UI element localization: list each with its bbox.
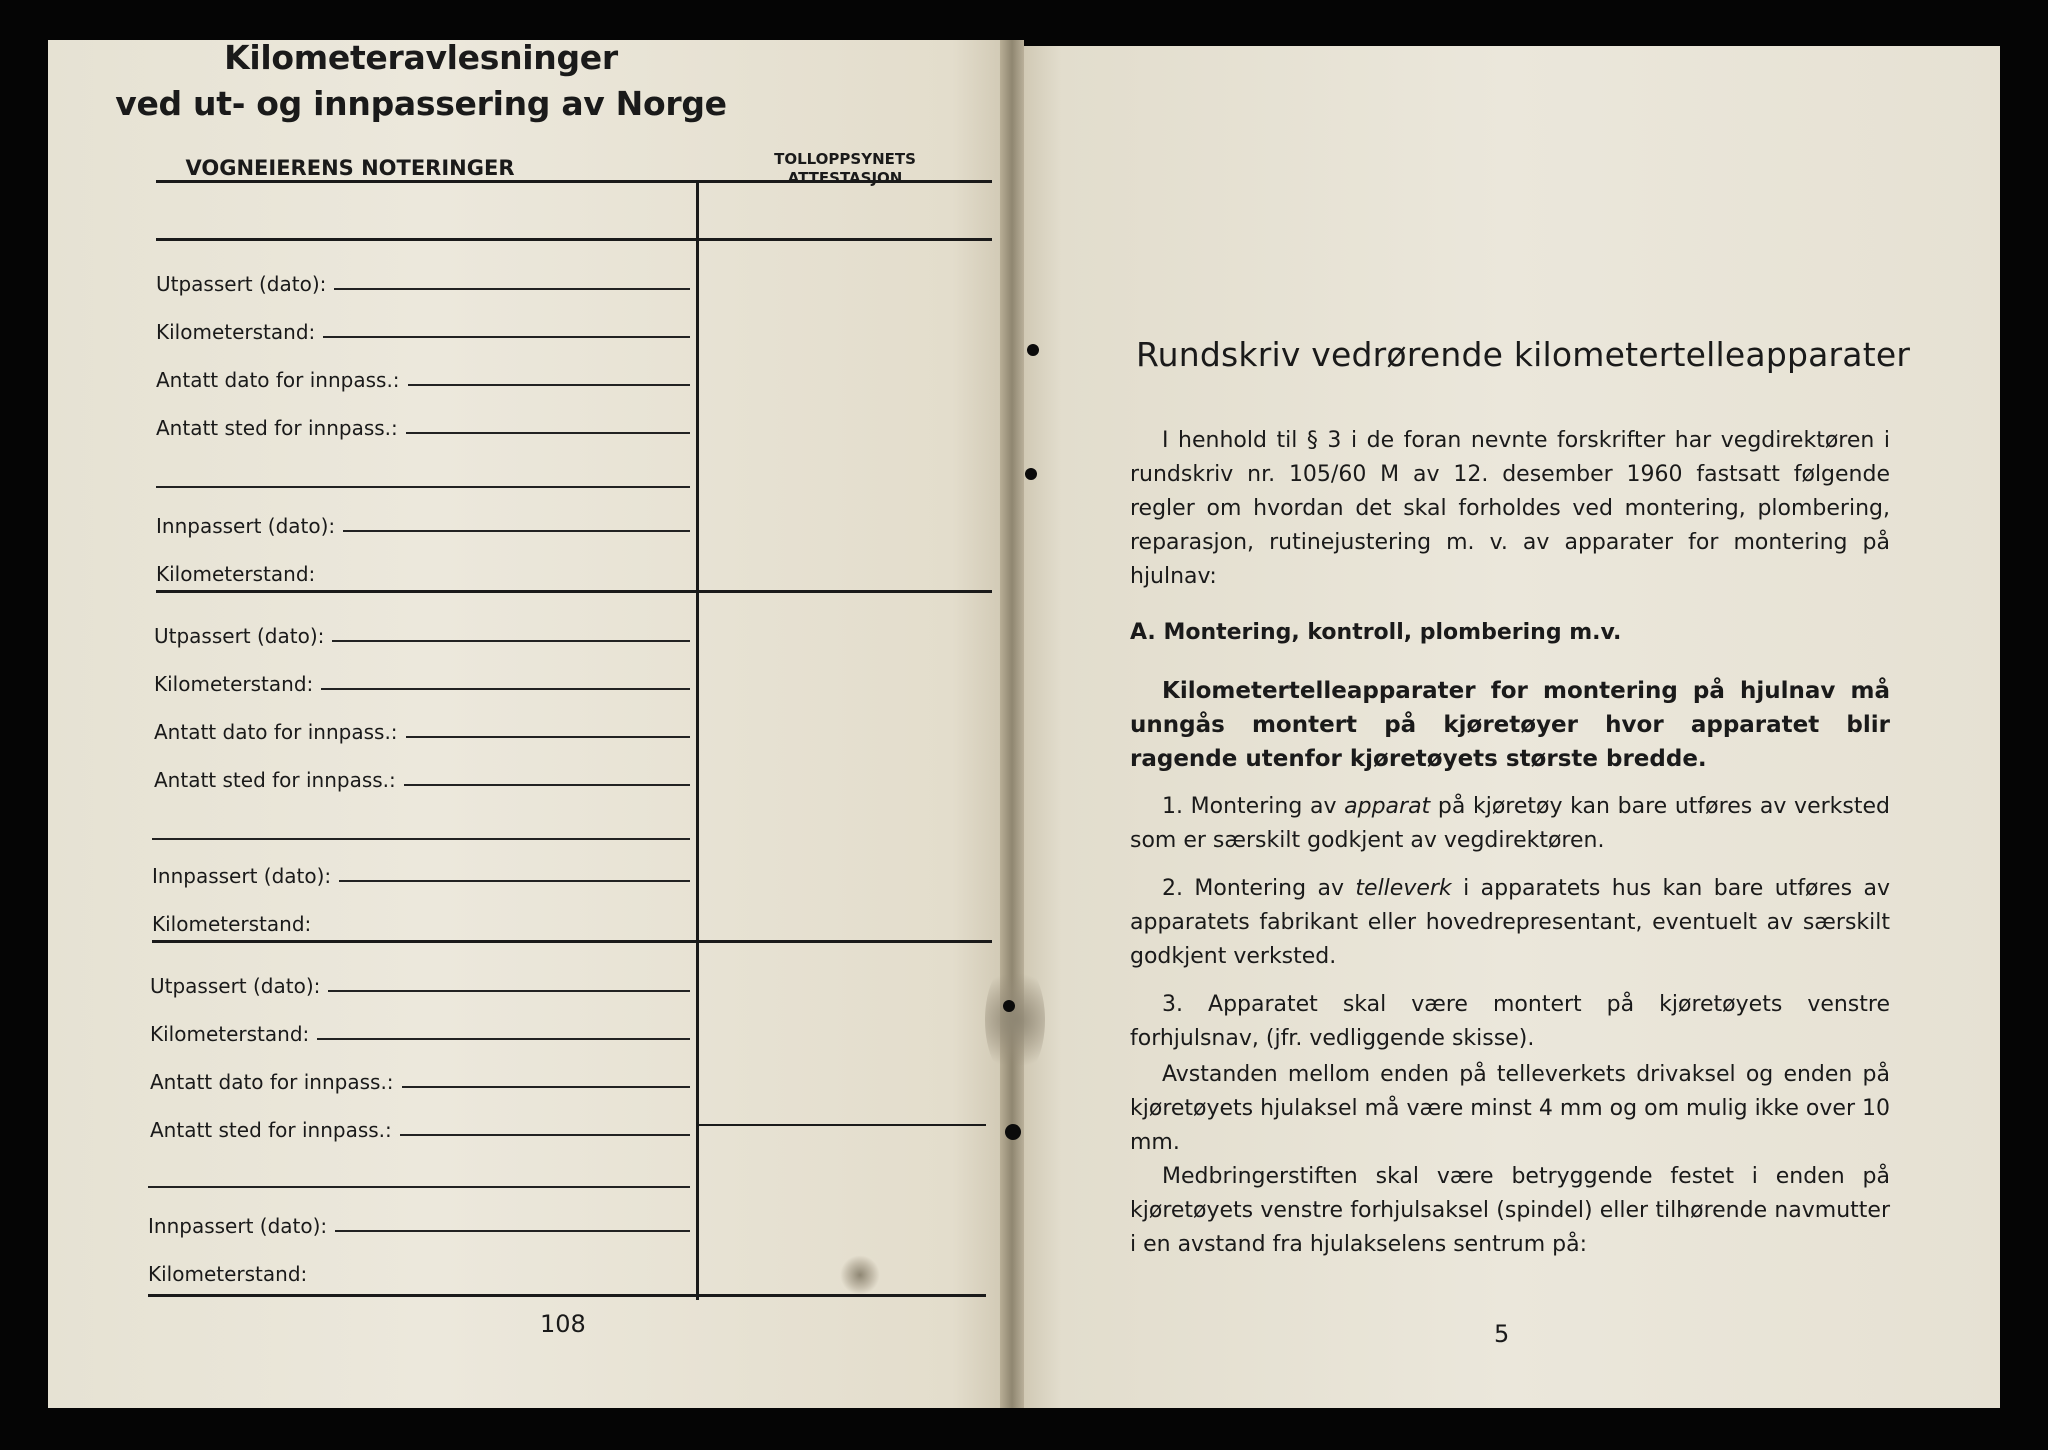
- intro-paragraph: I henhold til § 3 i de foran nevnte forskrifter har vegdirektøren i rundskriv nr. 105/60 M av 12. desember 1960 fastsatt følgende regler om hvordan det skal forholdes ved montering, plombering, reparasjon, rutinejustering m. v. av apparater for montering på hjulnav:: [1130, 428, 1890, 589]
- field-kilometerstand-3a[interactable]: [150, 1022, 690, 1046]
- field-label: Kilometerstand:: [150, 1022, 310, 1046]
- field-line: [406, 432, 690, 434]
- page-number-left: 108: [540, 1310, 586, 1338]
- field-label: Kilometerstand:: [152, 912, 312, 936]
- field-line: [328, 990, 690, 992]
- field-label: Utpassert (dato):: [156, 272, 327, 296]
- book-spine: [1000, 40, 1024, 1408]
- field-antatt-dato-3[interactable]: [150, 1070, 690, 1094]
- stain-mark: [840, 1255, 880, 1295]
- field-line: [343, 530, 690, 532]
- rule-item-3: 3. Apparatet skal være montert på kjøretøyets venstre forhjulsnav, (jfr. vedliggende skisse).: [1130, 992, 1890, 1051]
- field-antatt-sted-3[interactable]: [150, 1118, 690, 1142]
- column-header-vogneier: VOGNEIERENS NOTERINGER: [185, 156, 515, 180]
- field-label: Antatt dato for innpass.:: [154, 720, 398, 744]
- field-line: [339, 880, 690, 882]
- field-label: Innpassert (dato):: [148, 1214, 328, 1238]
- field-label: Antatt dato for innpass.:: [150, 1070, 394, 1094]
- binding-hole: [1003, 1000, 1015, 1012]
- field-label: Innpassert (dato):: [156, 514, 336, 538]
- column-header-tolloppsyn-line1: TOLLOPPSYNETS: [774, 150, 916, 168]
- rule-item-2-italic: telleverk: [1355, 876, 1452, 901]
- rule-item-1-italic: apparat: [1344, 794, 1431, 819]
- rule-item-1-text-b: på kjøretøy kan bare utføres av verksted som er særskilt godkjent av vegdirektøren.: [1130, 794, 1890, 853]
- field-antatt-dato-1[interactable]: [156, 368, 690, 392]
- field-label: Kilometerstand:: [156, 320, 316, 344]
- rule-item-2-text-a: 2. Montering av: [1162, 876, 1356, 901]
- field-innpassert-2[interactable]: [152, 864, 690, 888]
- field-line: [408, 384, 690, 386]
- rule-item-2: [1130, 872, 1890, 974]
- field-line: [402, 1086, 690, 1088]
- field-kilometerstand-3b[interactable]: [148, 1262, 690, 1286]
- field-label: Utpassert (dato):: [150, 974, 321, 998]
- rule-item-1: [1130, 790, 1890, 858]
- section-rule: [156, 590, 992, 593]
- field-line: [404, 784, 690, 786]
- field-label: Antatt sted for innpass.:: [156, 416, 398, 440]
- field-kilometerstand-1a[interactable]: [156, 320, 690, 344]
- rule-item-1-text-a: 1. Montering av: [1162, 794, 1345, 819]
- field-kilometerstand-2b[interactable]: [152, 912, 690, 936]
- paragraph-avstand: Avstanden mellom enden på telleverkets drivaksel og enden på kjøretøyets hjulaksel må være minst 4 mm og om mulig ikke over 10 mm.: [1130, 1062, 1890, 1155]
- field-line: [400, 1134, 690, 1136]
- field-utpassert-1[interactable]: [156, 272, 690, 296]
- field-line: [335, 1230, 690, 1232]
- binding-hole: [1005, 1124, 1021, 1140]
- field-label: Kilometerstand:: [156, 562, 316, 586]
- field-antatt-sted-2[interactable]: [154, 768, 690, 792]
- field-utpassert-3[interactable]: [150, 974, 690, 998]
- field-line: [317, 1038, 690, 1040]
- field-utpassert-2[interactable]: [154, 624, 690, 648]
- rule-item-2-text-b: i apparatets hus kan bare utføres av apparatets fabrikant eller hovedrepresentant, eventuelt av særskilt godkjent verksted.: [1130, 876, 1890, 969]
- field-line: [406, 736, 690, 738]
- section-rule: [152, 940, 992, 943]
- field-label: Antatt sted for innpass.:: [154, 768, 396, 792]
- header-bottom-rule: [156, 238, 992, 241]
- attestation-rule: [696, 1124, 986, 1126]
- stain-mark: [985, 960, 1045, 1080]
- field-antatt-dato-2[interactable]: [154, 720, 690, 744]
- field-label: Kilometerstand:: [154, 672, 314, 696]
- field-line: [334, 288, 690, 290]
- section-rule: [148, 1294, 986, 1297]
- field-label: Utpassert (dato):: [154, 624, 325, 648]
- field-innpassert-3[interactable]: [148, 1214, 690, 1238]
- field-label: Antatt sted for innpass.:: [150, 1118, 392, 1142]
- form-title-line1: Kilometeravlesninger: [224, 38, 618, 77]
- field-antatt-sted-1[interactable]: [156, 416, 690, 440]
- page-number-right: 5: [1494, 1320, 1510, 1348]
- field-innpassert-1[interactable]: [156, 514, 690, 538]
- blank-line[interactable]: [152, 838, 690, 840]
- field-label: Kilometerstand:: [148, 1262, 308, 1286]
- binding-hole: [1027, 344, 1039, 356]
- column-header-tolloppsyn: [700, 150, 990, 188]
- field-label: Antatt dato for innpass.:: [156, 368, 400, 392]
- circular-title: Rundskriv vedrørende kilometertelleapparater: [1136, 335, 1911, 374]
- column-divider: [696, 180, 699, 1300]
- form-title-line2: ved ut- og innpassering av Norge: [115, 84, 727, 123]
- field-line: [323, 336, 690, 338]
- field-line: [332, 640, 690, 642]
- binding-hole: [1025, 468, 1037, 480]
- blank-line[interactable]: [156, 486, 690, 488]
- paragraph-medbringer: Medbringerstiften skal være betryggende festet i enden på kjøretøyets venstre forhjulsaksel (spindel) eller tilhørende navmutter i en avstand fra hjulakselens sentrum på:: [1130, 1164, 1890, 1257]
- section-a-heading: A. Montering, kontroll, plombering m.v.: [1130, 620, 1622, 645]
- field-kilometerstand-1b[interactable]: [156, 562, 690, 586]
- field-line: [321, 688, 690, 690]
- blank-line[interactable]: [148, 1186, 690, 1188]
- bold-rule-paragraph: Kilometertelleapparater for montering på hjulnav må unngås montert på kjøretøyer hvor apparatet blir ragende utenfor kjøretøyets største bredde.: [1130, 678, 1890, 772]
- field-kilometerstand-2a[interactable]: [154, 672, 690, 696]
- column-header-tolloppsyn-line2: ATTESTASJON: [787, 169, 903, 187]
- field-label: Innpassert (dato):: [152, 864, 332, 888]
